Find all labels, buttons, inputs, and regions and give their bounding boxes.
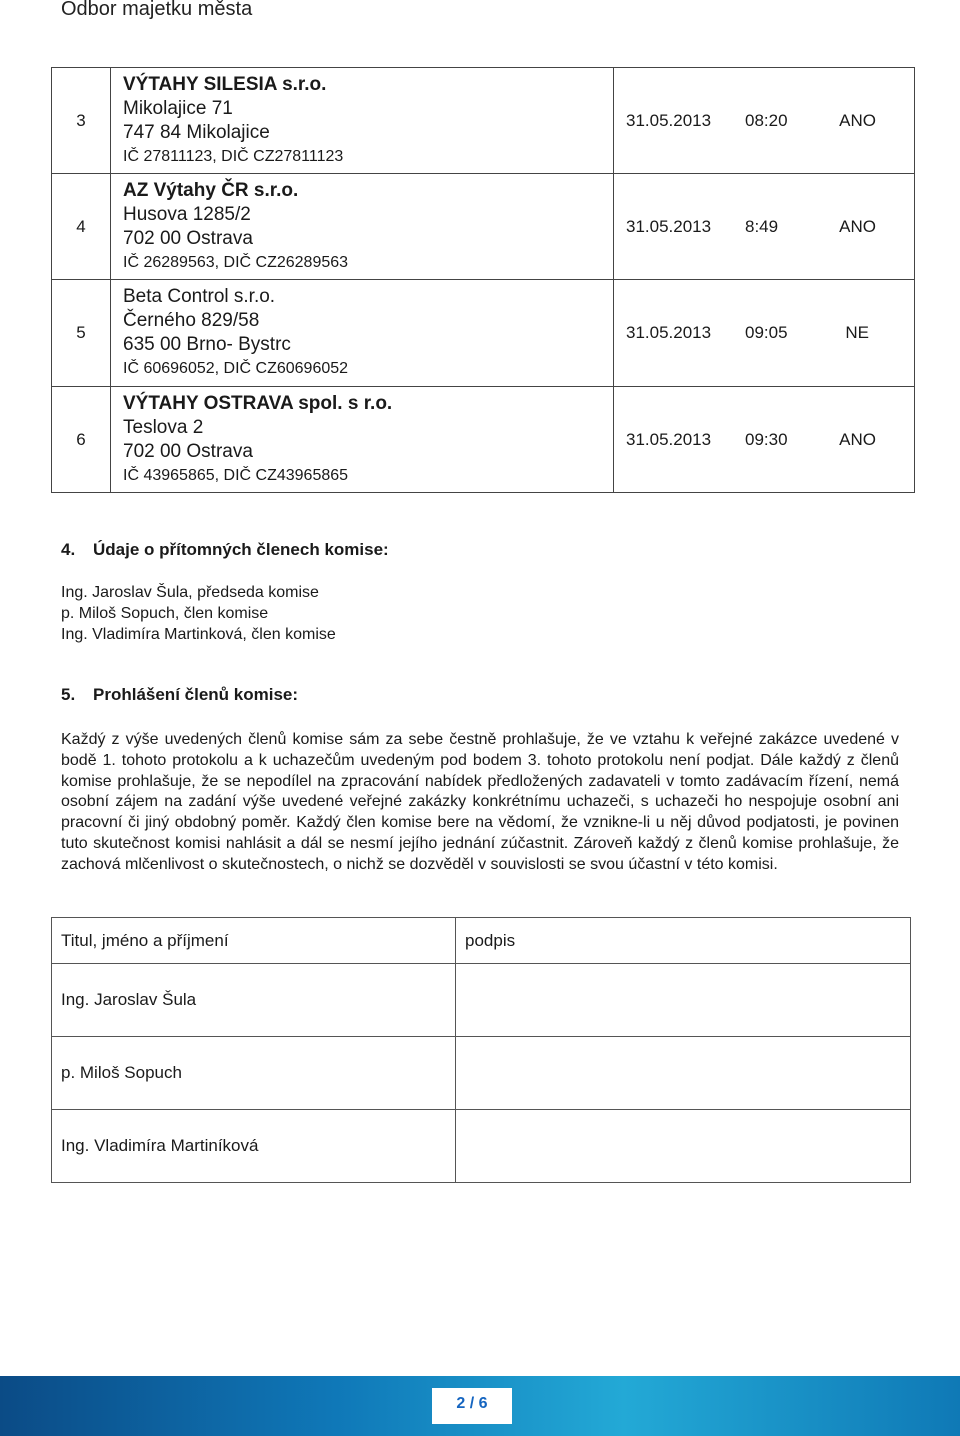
offer-number: 4: [52, 174, 111, 280]
table-row: [52, 1110, 911, 1183]
firm-name: AZ Výtahy ČR s.r.o.: [123, 179, 299, 201]
offer-info: [614, 174, 915, 280]
signatory-name: p. Miloš Sopuch: [52, 1037, 456, 1110]
signature-table: [51, 917, 911, 1183]
member-item: Ing. Vladimíra Martinková, člen komise: [61, 626, 336, 643]
offer-answer: NE: [845, 323, 869, 342]
section-4-number: 4.: [61, 540, 76, 559]
firm-city: 635 00 Brno- Bystrc: [123, 334, 291, 355]
signature-header-row: [52, 918, 911, 964]
members-list: [61, 582, 336, 645]
firm-ids: IČ 27811123, DIČ CZ27811123: [123, 147, 344, 165]
page-header-title: Odbor majetku města: [61, 0, 253, 20]
offer-answer: ANO: [839, 430, 876, 449]
signature-field[interactable]: [456, 964, 911, 1037]
firm-cell: [111, 280, 614, 387]
firm-name: VÝTAHY SILESIA s.r.o.: [123, 73, 327, 95]
offer-date: 31.05.2013: [626, 430, 712, 449]
offer-date: 31.05.2013: [626, 217, 712, 236]
offer-info: [614, 387, 915, 493]
firm-street: Černého 829/58: [123, 310, 260, 331]
firm-street: Mikolajice 71: [123, 97, 233, 119]
section-5-heading: [61, 685, 298, 705]
offer-info: [614, 280, 915, 387]
firm-cell: [111, 387, 614, 493]
firm-ids: IČ 60696052, DIČ CZ60696052: [123, 360, 349, 377]
declaration-paragraph: Každý z výše uvedených členů komise sám za sebe čestně prohlašuje, že ve vztahu k veřejné zakázce uvedené v bodě 1. tohoto protokolu a k uchazečům uvedeným pod bodem 3. tohoto protokolu není podjat. Dále každý z členů komise prohlašuje, že se nepodílel na zpracování nabídek předložených zadavateli v tomto zadávacím řízení, nemá osobní zájem na zadání výše uvedené veřejné zakázky konkrétnímu uchazeči, s uchazeči ho nespojuje osobní ani pracovní či jiný obdobný poměr. Každý člen komise bere na vědomí, že vznikne-li u něj důvod podjatosti, je povinen tuto skutečnost komisi nahlásit a dál se nesmí jejího jednání zúčastnit. Zároveň každý z členů komise prohlašuje, že zachová mlčenlivost o skutečnostech, o nichž se dozvěděl v souvislosti se svou účastní v této komisi.: [61, 731, 899, 873]
section-5-number: 5.: [61, 685, 76, 704]
offer-time: 8:49: [745, 217, 779, 236]
table-row: [52, 387, 915, 493]
firm-street: Husova 1285/2: [123, 203, 251, 225]
section-4-title: Údaje o přítomných členech komise:: [93, 540, 389, 559]
offer-date: 31.05.2013: [626, 323, 712, 342]
section-4-heading: [61, 540, 389, 560]
table-row: [52, 174, 915, 280]
member-item: Ing. Jaroslav Šula, předseda komise: [61, 584, 319, 601]
signatory-name: Ing. Jaroslav Šula: [52, 964, 456, 1037]
offer-time: 09:05: [745, 323, 788, 342]
table-row: [52, 964, 911, 1037]
table-row: [52, 280, 915, 387]
offers-table: [51, 67, 915, 493]
firm-city: 702 00 Ostrava: [123, 227, 253, 249]
column-header-name: Titul, jméno a příjmení: [52, 918, 456, 964]
offer-number: 3: [52, 68, 111, 174]
signature-field[interactable]: [456, 1110, 911, 1183]
offer-time: 08:20: [745, 111, 788, 130]
offer-answer: ANO: [839, 217, 876, 236]
offer-number: 6: [52, 387, 111, 493]
signature-field[interactable]: [456, 1037, 911, 1110]
offer-number: 5: [52, 280, 111, 387]
firm-city: 702 00 Ostrava: [123, 440, 253, 462]
firm-cell: [111, 68, 614, 174]
firm-city: 747 84 Mikolajice: [123, 121, 270, 143]
firm-name: VÝTAHY OSTRAVA spol. s r.o.: [123, 392, 393, 414]
firm-name: Beta Control s.r.o.: [123, 286, 276, 307]
page-number: 2 / 6: [432, 1388, 512, 1424]
offer-time: 09:30: [745, 430, 788, 449]
firm-street: Teslova 2: [123, 416, 204, 438]
firm-ids: IČ 26289563, DIČ CZ26289563: [123, 253, 349, 271]
firm-cell: [111, 174, 614, 280]
firm-ids: IČ 43965865, DIČ CZ43965865: [123, 466, 349, 484]
section-5-title: Prohlášení členů komise:: [93, 685, 299, 704]
signatory-name: Ing. Vladimíra Martiníková: [52, 1110, 456, 1183]
table-row: [52, 68, 915, 174]
member-item: p. Miloš Sopuch, člen komise: [61, 605, 269, 622]
offer-info: [614, 68, 915, 174]
column-header-signature: podpis: [456, 918, 911, 964]
table-row: [52, 1037, 911, 1110]
offer-answer: ANO: [839, 111, 876, 130]
offer-date: 31.05.2013: [626, 111, 712, 130]
